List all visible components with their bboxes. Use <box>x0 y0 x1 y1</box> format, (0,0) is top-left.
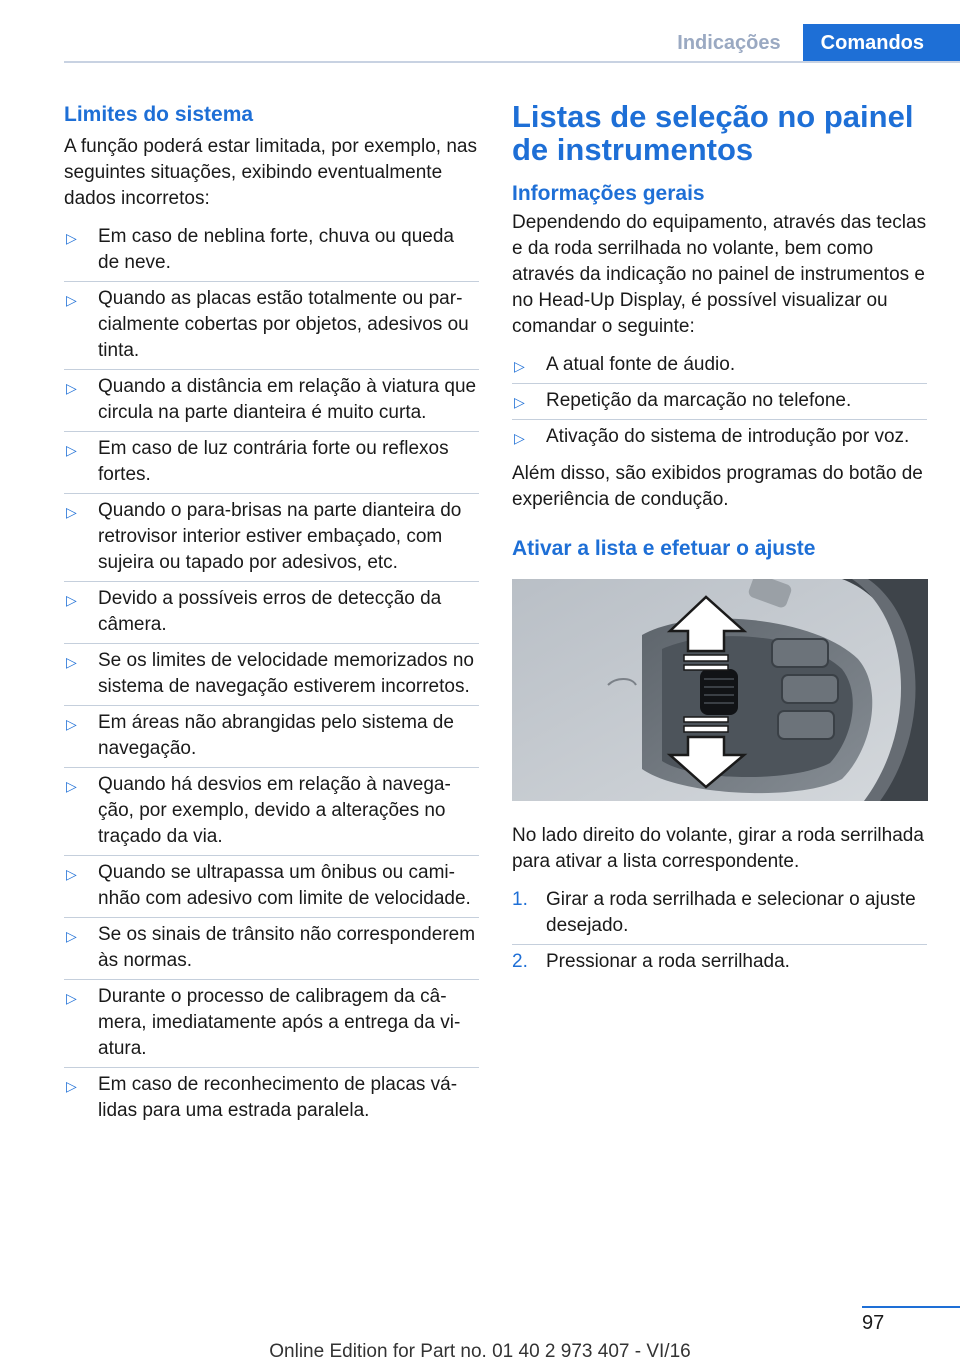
list-item: 2. Pressionar a roda serrilhada. <box>512 944 927 980</box>
triangle-bullet-icon: ▷ <box>66 990 77 1006</box>
triangle-bullet-icon: ▷ <box>66 380 77 396</box>
triangle-bullet-icon: ▷ <box>514 358 525 374</box>
triangle-bullet-icon: ▷ <box>66 654 77 670</box>
triangle-bullet-icon: ▷ <box>514 394 525 410</box>
list-item: ▷ Ativação do sistema de introdução por voz. <box>512 419 927 455</box>
triangle-bullet-icon: ▷ <box>66 292 77 308</box>
triangle-bullet-icon: ▷ <box>66 504 77 520</box>
list-item: ▷ Em caso de luz contrária forte ou reflexos fortes. <box>64 431 479 493</box>
list-item: 1. Girar a roda serrilhada e selecionar o ajuste desejado. <box>512 889 916 936</box>
header-divider <box>64 61 960 63</box>
general-info-list <box>512 348 927 455</box>
triangle-bullet-icon: ▷ <box>514 430 525 446</box>
section-heading-system-limits: Limites do sistema <box>64 103 254 126</box>
triangle-bullet-icon: ▷ <box>66 928 77 944</box>
system-limits-intro: A função poderá estar limitada, por exemplo, nas seguintes situações, exibindo eventualmente dados incorretos: <box>64 136 477 209</box>
list-item: ▷ Se os sinais de trânsito não corresponderem às normas. <box>64 917 479 979</box>
step-number: 2. <box>512 951 528 972</box>
triangle-bullet-icon: ▷ <box>66 866 77 882</box>
left-column <box>64 100 479 1129</box>
activation-steps <box>512 883 927 980</box>
triangle-bullet-icon: ▷ <box>66 592 77 608</box>
list-item: ▷ Durante o processo de calibragem da câmera, imediatamente após a entrega da viatura. <box>64 979 479 1067</box>
general-info-outro: Além disso, são exibidos programas do botão de experiência de condução. <box>512 463 923 510</box>
triangle-bullet-icon: ▷ <box>66 230 77 246</box>
general-info-intro: Dependendo do equipamento, através das teclas e da roda serrilhada no volante, bem como através da indicação no painel de instrumentos e no Head-Up Display, é possível visualizar ou comandar o seguinte: <box>512 212 927 337</box>
edition-footer: Online Edition for Part no. 01 40 2 973 407 - VI/16 <box>269 1341 691 1362</box>
list-item: ▷ Devido a possíveis erros de detecção da câmera. <box>64 581 479 643</box>
list-item: ▷ A atual fonte de áudio. <box>514 354 736 375</box>
list-item: ▷ Quando se ultrapassa um ônibus ou caminhão com adesivo com limite de velocidade. <box>64 855 479 917</box>
triangle-bullet-icon: ▷ <box>66 716 77 732</box>
figure-caption: No lado direito do volante, girar a roda serrilhada para ativar a lista correspondente. <box>512 825 924 872</box>
list-item: ▷ Quando há desvios em relação à navegação, por exemplo, devido a alterações no traçado da via. <box>64 767 479 855</box>
page-number: 97 <box>862 1312 885 1334</box>
triangle-bullet-icon: ▷ <box>66 442 77 458</box>
step-number: 1. <box>512 889 528 910</box>
list-item: ▷ Em caso de neblina forte, chuva ou queda de neve. <box>66 226 454 273</box>
triangle-bullet-icon: ▷ <box>66 778 77 794</box>
tab-comandos[interactable]: Comandos <box>803 24 960 62</box>
right-column <box>512 100 927 980</box>
section-heading-general-info: Informações gerais <box>512 182 705 205</box>
page-title: Listas de seleção no painel de instrumentos <box>512 99 914 167</box>
list-item: ▷ Repetição da marcação no telefone. <box>512 383 927 419</box>
tab-indicacoes[interactable]: Indicações <box>655 24 802 62</box>
header-tabs <box>655 24 960 62</box>
footer-divider <box>862 1306 960 1308</box>
list-item: ▷ Quando a distância em relação à viatura que circula na parte dianteira é muito curta. <box>64 369 479 431</box>
list-item: ▷ Quando o para-brisas na parte dianteira do retrovisor interior estiver embaçado, com sujeira ou tapado por adesivos, etc. <box>64 493 479 581</box>
list-item: ▷ Em caso de reconhecimento de placas válidas para uma estrada paralela. <box>64 1067 479 1129</box>
list-item: ▷ Se os limites de velocidade memorizados no sistema de navegação estiverem incorretos. <box>64 643 479 705</box>
system-limits-list <box>64 220 479 1129</box>
triangle-bullet-icon: ▷ <box>66 1078 77 1094</box>
list-item: ▷ Quando as placas estão totalmente ou parcialmente cobertas por objetos, adesivos ou tinta. <box>64 281 479 369</box>
steering-wheel-thumbwheel-icon <box>512 579 928 801</box>
section-heading-activate-list: Ativar a lista e efetuar o ajuste <box>512 537 816 560</box>
list-item: ▷ Em áreas não abrangidas pelo sistema de navegação. <box>64 705 479 767</box>
